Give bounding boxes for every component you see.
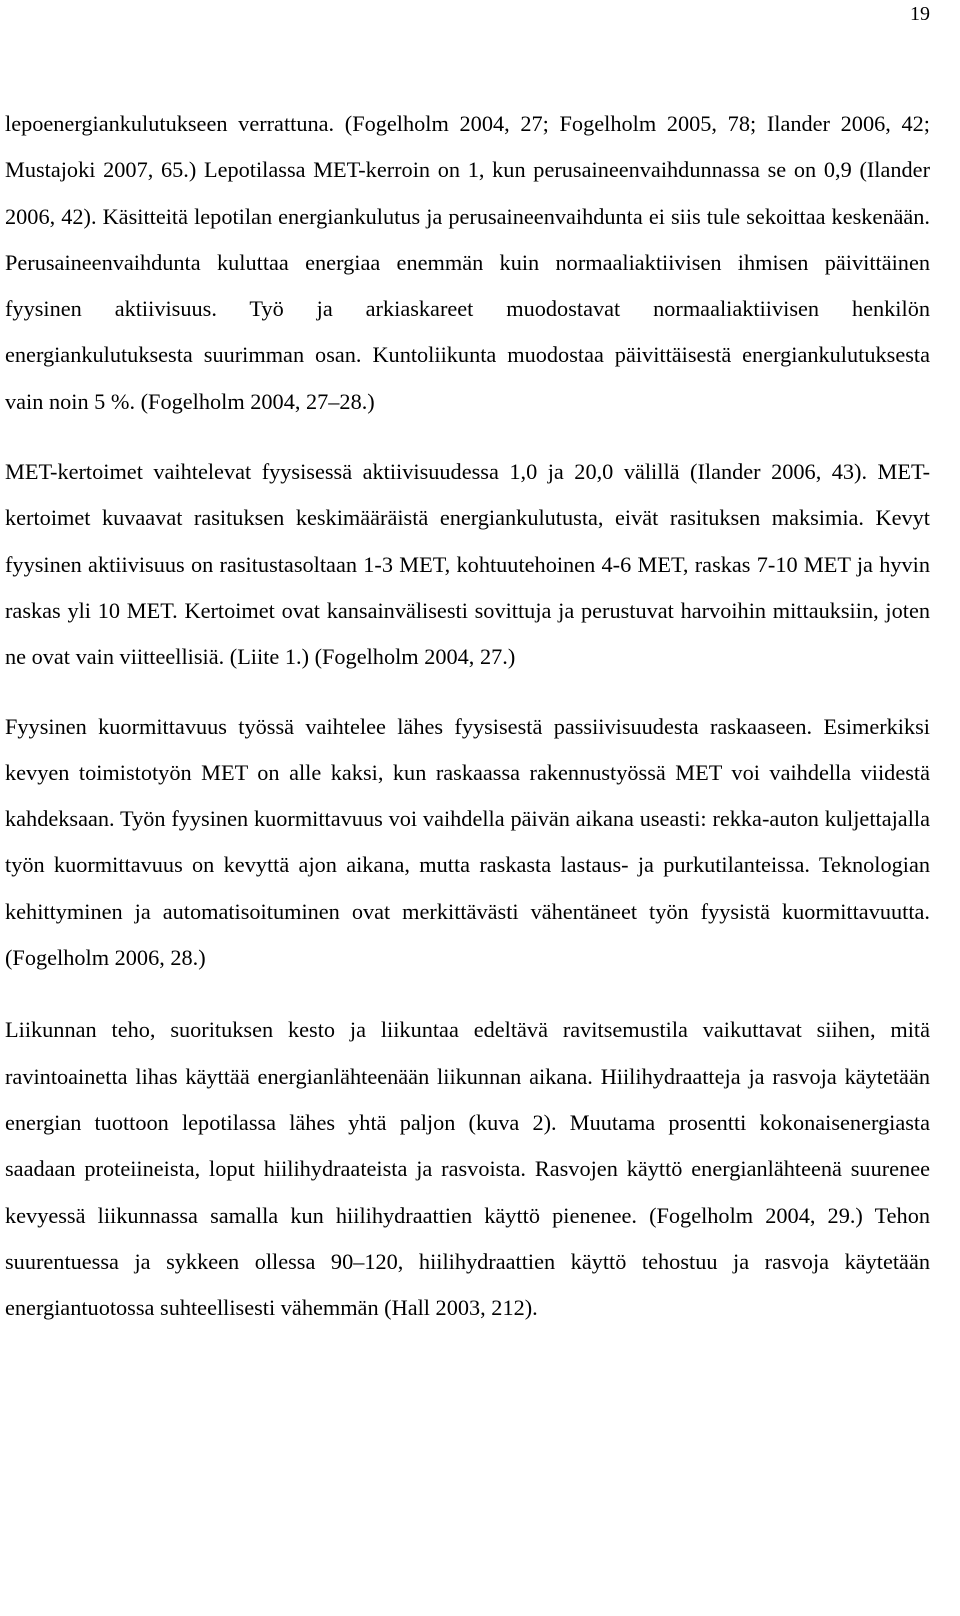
paragraph-exercise-energy-sources: Liikunnan teho, suorituksen kesto ja liikuntaa edeltävä ravitsemustila vaikuttavat siihen, mitä ravintoainetta lihas käyttää energianlähteenään liikunnan aikana. Hiilihydraatteja ja rasvoja käytetään energian tuottoon lepotilassa lähes yhtä paljon (kuva 2). Muutama prosentti kokonaisenergiasta saadaan proteiineista, loput hiilihydraateista ja rasvoista. Rasvojen käyttö energianlähteenä suurenee kevyessä liikunnassa samalla kun hiilihydraattien käyttö pienenee. (Fogelholm 2004, 29.) Tehon suurentuessa ja sykkeen ollessa 90–120, hiilihydraattien käyttö tehostuu ja rasvoja käytetään energiantuotossa suhteellisesti vähemmän (Hall 2003, 212). <box>5 1017 930 1321</box>
paragraph-met-coefficients: MET-kertoimet vaihtelevat fyysisessä aktiivisuudessa 1,0 ja 20,0 välillä (Ilander 2006, 43). MET-kertoimet kuvaavat rasituksen keskimääräistä energiankulutusta, eivät rasituksen maksimia. Kevyt fyysinen aktiivisuus on rasitustasoltaan 1-3 MET, kohtuutehoinen 4-6 MET, raskas 7-10 MET ja hyvin raskas yli 10 MET. Kertoimet ovat kansainvälisesti sovittuja ja perustuvat harvoihin mittauksiin, joten ne ovat vain viitteellisiä. (Liite 1.) (Fogelholm 2004, 27.) <box>5 459 930 670</box>
page-number: 19 <box>910 3 930 25</box>
paragraph-work-load: Fyysinen kuormittavuus työssä vaihtelee lähes fyysisestä passiivisuudesta raskaaseen. Esimerkiksi kevyen toimistotyön MET on alle kaksi, kun raskaassa rakennustyössä MET voi vaihdella viidestä kahdeksaan. Työn fyysinen kuormittavuus voi vaihdella päivän aikana useasti: rekka-auton kuljettajalla työn kuormittavuus on kevyttä ajon aikana, mutta raskasta lastaus- ja purkutilanteissa. Teknologian kehittyminen ja automatisoituminen ovat merkittävästi vähentäneet työn fyysistä kuormittavuutta. (Fogelholm 2006, 28.) <box>5 713 930 971</box>
paragraph-energy-consumption: lepoenergiankulutukseen verrattuna. (Fogelholm 2004, 27; Fogelholm 2005, 78; Ilander 2006, 42; Mustajoki 2007, 65.) Lepotilassa MET-kerroin on 1, kun perusaineenvaihdunnassa se on 0,9 (Ilander 2006, 42). Käsitteitä lepotilan energiankulutus ja perusaineenvaihdunta ei siis tule sekoittaa keskenään. Perusaineenvaihdunta kuluttaa energiaa enemmän kuin normaaliaktiivisen ihmisen päivittäinen fyysinen aktiivisuus. Työ ja arkiaskareet muodostavat normaaliaktiivisen henkilön energiankulutuksesta suurimman osan. Kuntoliikunta muodostaa päivittäisestä energiankulutuksesta vain noin 5 %. (Fogelholm 2004, 27–28.) <box>5 111 930 414</box>
document-body <box>5 101 930 1331</box>
